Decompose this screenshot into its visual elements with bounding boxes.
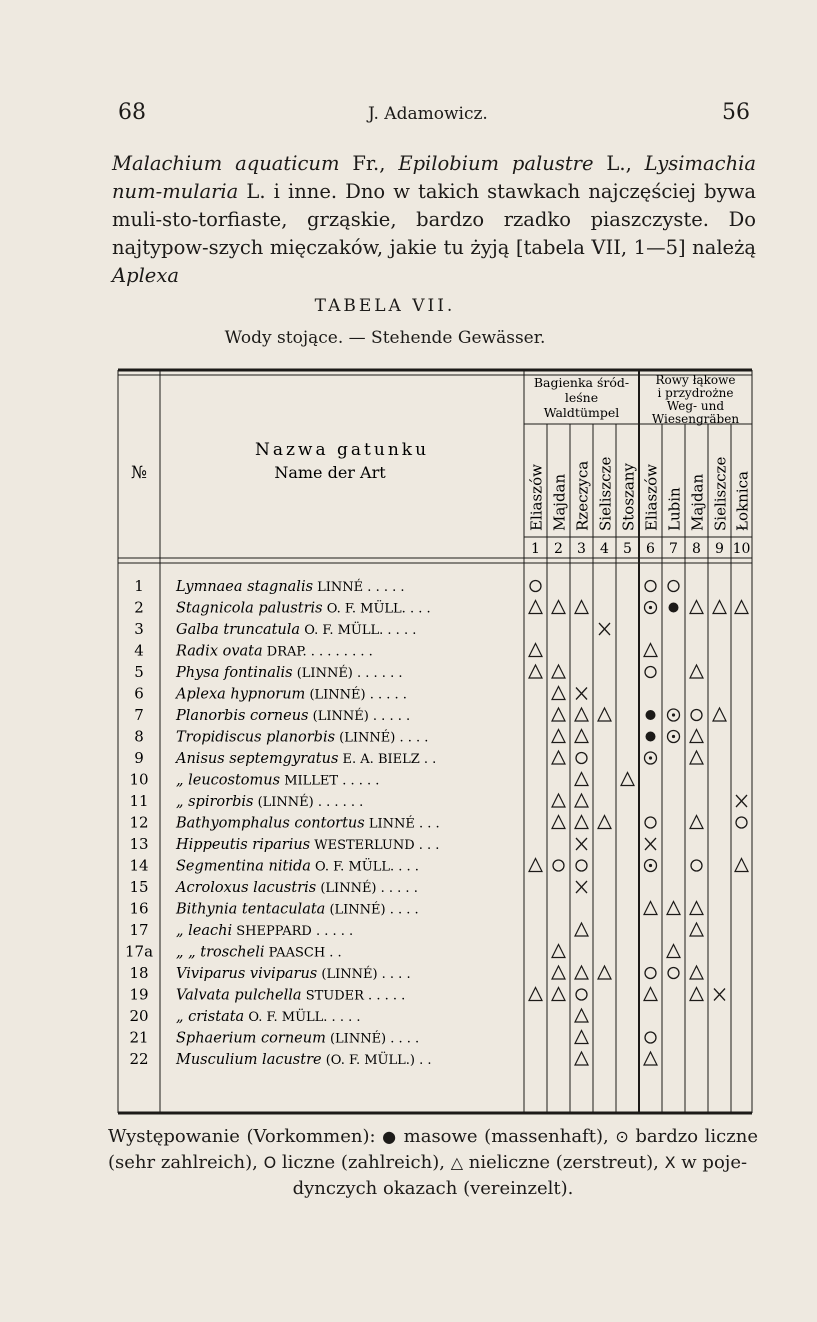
- site-number: 9: [715, 541, 724, 557]
- row-number: 10: [129, 770, 149, 789]
- few-mark: [690, 902, 703, 915]
- site-name: Sieliszcze: [596, 456, 615, 531]
- species-name: [175, 579, 405, 595]
- single-mark: [576, 881, 587, 893]
- species-name: [175, 837, 439, 853]
- few-mark: [644, 644, 657, 657]
- name-header-de: Name der Art: [274, 463, 386, 482]
- species-author: (LINNÉ) . . . .: [317, 967, 411, 982]
- few-mark: [552, 708, 565, 721]
- site-name: Rzeczyca: [573, 460, 592, 531]
- row-number: 5: [134, 663, 144, 681]
- species-name: [175, 644, 373, 660]
- single-symbol: X: [664, 1153, 676, 1172]
- table-subtitle: Wody stojące. — Stehende Gewässer.: [224, 328, 546, 348]
- species-latin-name: Sphaerium corneum: [176, 1030, 326, 1047]
- few-mark: [575, 816, 588, 829]
- few-mark: [644, 902, 657, 915]
- species-latin-name: „ leucostomus: [176, 772, 281, 789]
- few-mark: [644, 988, 657, 1001]
- few-mark: [575, 730, 588, 743]
- species-latin-name: Tropidiscus planorbis: [176, 729, 336, 746]
- numerous-mark: [691, 710, 702, 721]
- few-mark: [644, 1052, 657, 1065]
- mass-mark: [646, 732, 656, 742]
- species-latin-name: Lymnaea stagnalis: [176, 579, 314, 595]
- species-author: (LINNÉ) . . . .: [335, 730, 429, 746]
- row-number: 14: [129, 856, 149, 875]
- legend-intro: Występowanie (Vorkommen):: [108, 1126, 376, 1147]
- species-latin-name: Radix ovata: [176, 643, 263, 660]
- species-author: O. F. MÜLL. . . . .: [300, 623, 417, 638]
- species-latin-name: „ leachi: [176, 923, 233, 939]
- numerous-mark: [691, 860, 702, 871]
- few-mark: [667, 902, 680, 915]
- row-number: 9: [134, 749, 144, 767]
- species-latin-name: Galba truncatula: [176, 622, 301, 638]
- species-latin-name: Segmentina nitida: [176, 858, 311, 875]
- numerous-mark: [576, 860, 587, 871]
- species-author: PAASCH . .: [264, 945, 342, 961]
- row-number: 11: [129, 792, 149, 810]
- numerous-mark: [668, 968, 679, 979]
- numerous-mark: [668, 581, 679, 592]
- few-mark: [552, 730, 565, 743]
- species-latin-name: Physa fontinalis: [176, 665, 293, 681]
- row-number: 18: [129, 964, 149, 982]
- species-name: [176, 621, 416, 638]
- row-number: 8: [134, 727, 144, 746]
- site-name: Łoknica: [733, 471, 752, 531]
- few-mark: [713, 708, 726, 721]
- very-numerous-mark-dot: [672, 735, 675, 738]
- single-mark: [645, 838, 656, 850]
- few-mark: [552, 751, 565, 764]
- species-author: LINNÉ . . .: [364, 816, 440, 832]
- species-author: MILLET . . . . .: [280, 773, 380, 789]
- few-mark: [598, 708, 611, 721]
- group2-label: Rowy łąkowe: [655, 373, 736, 387]
- few-mark: [575, 708, 588, 721]
- group1-label: Waldtümpel: [543, 405, 620, 420]
- species-name: [176, 923, 353, 939]
- running-author: J. Adamowicz.: [368, 104, 488, 124]
- few-mark: [713, 601, 726, 614]
- very-numerous-mark-dot: [672, 713, 675, 716]
- page-number-left: 68: [118, 100, 146, 125]
- few-mark: [575, 966, 588, 979]
- species-latin-name: Stagnicola palustris: [176, 600, 323, 617]
- intro-segment: Fr.,: [339, 152, 399, 175]
- species-name: [174, 880, 418, 896]
- legend-few: nieliczne (zerstreut),: [468, 1152, 659, 1173]
- few-mark: [690, 601, 703, 614]
- row-number: 2: [134, 598, 144, 617]
- site-number: 3: [577, 541, 586, 557]
- species-latin-name: Hippeutis riparius: [176, 837, 311, 853]
- site-name: Stoszany: [619, 462, 638, 531]
- row-number: 1: [134, 577, 144, 595]
- few-mark: [690, 665, 703, 678]
- species-author: O. F. MÜLL. . . .: [310, 859, 419, 875]
- few-mark: [552, 601, 565, 614]
- row-number: 7: [134, 706, 144, 724]
- row-number: 19: [129, 985, 149, 1004]
- few-mark: [575, 923, 588, 936]
- intro-segment: L. i inne. Dno w takich stawkach najczęściej bywa muli-sto-torfiaste, grząskie, bardzo rzadko piaszczyste. Do najtypow-szych mięczaków, jakie tu żyją [tabela VII, 1—5] należą: [112, 180, 756, 259]
- legend: [108, 1124, 758, 1202]
- few-mark: [575, 773, 588, 786]
- intro-segment: Epilobium palustre: [398, 152, 594, 175]
- numerous-mark: [645, 968, 656, 979]
- species-author: O. F. MÜLL. . . . .: [244, 1010, 361, 1025]
- site-name: Sieliszcze: [711, 456, 730, 531]
- species-author: STUDER . . . . .: [301, 988, 406, 1004]
- species-name: [176, 966, 411, 982]
- species-name: [176, 858, 419, 875]
- few-mark: [529, 859, 542, 872]
- numerous-mark: [645, 817, 656, 828]
- site-number: 1: [531, 541, 540, 557]
- species-name: [174, 751, 436, 767]
- group1-label: leśne: [564, 390, 599, 405]
- page-number-right: 56: [722, 100, 750, 125]
- species-name: [175, 665, 402, 681]
- species-latin-name: Bithynia tentaculata: [176, 901, 326, 918]
- few-mark: [552, 945, 565, 958]
- few-mark: [529, 644, 542, 657]
- few-mark: [529, 665, 542, 678]
- row-number: 21: [129, 1028, 149, 1047]
- species-name: [175, 1051, 431, 1068]
- single-mark: [714, 989, 725, 1001]
- species-name: [175, 816, 440, 832]
- mass-mark: [669, 603, 679, 613]
- mass-mark: [646, 710, 656, 720]
- few-mark: [552, 988, 565, 1001]
- few-mark: [552, 966, 565, 979]
- very-numerous-mark-dot: [649, 756, 652, 759]
- species-author: (O. F. MÜLL.) . .: [321, 1053, 432, 1068]
- site-number: 10: [732, 541, 751, 557]
- numerous-mark: [736, 817, 747, 828]
- numerous-mark: [576, 989, 587, 1000]
- species-name: [176, 600, 431, 617]
- numerous-mark: [553, 860, 564, 871]
- very-numerous-mark-dot: [649, 606, 652, 609]
- group2-label: Weg- und: [666, 399, 725, 413]
- few-mark: [575, 601, 588, 614]
- species-latin-name: Bathyomphalus contortus: [176, 815, 365, 832]
- site-number: 7: [669, 541, 678, 557]
- intro-segment: L.,: [593, 152, 645, 175]
- row-number: 22: [129, 1050, 149, 1068]
- site-name: Majdan: [688, 473, 707, 531]
- few-mark: [552, 816, 565, 829]
- species-latin-name: Aplexa hypnorum: [176, 686, 306, 703]
- species-latin-name: Musculium lacustre: [176, 1052, 322, 1068]
- site-name: Eliaszów: [527, 464, 546, 531]
- few-mark: [667, 945, 680, 958]
- group1-label: Bagienka śród-: [533, 375, 630, 390]
- few-symbol: △: [450, 1153, 464, 1172]
- species-name: [176, 1008, 360, 1025]
- few-mark: [735, 601, 748, 614]
- few-mark: [575, 1009, 588, 1022]
- legend-very-de: (sehr zahlreich),: [108, 1152, 258, 1173]
- species-author: DRAP. . . . . . . . .: [262, 644, 373, 660]
- single-mark: [576, 838, 587, 850]
- few-mark: [598, 816, 611, 829]
- site-name: Lubin: [665, 487, 684, 531]
- species-name: [176, 794, 363, 810]
- species-author: (LINNÉ) . . . . . .: [253, 795, 364, 810]
- row-number: 20: [129, 1007, 149, 1025]
- species-author: WESTERLUND . . .: [310, 838, 440, 853]
- row-number: 12: [129, 813, 149, 832]
- few-mark: [552, 687, 565, 700]
- single-mark: [599, 623, 610, 635]
- species-author: O. F. MÜLL. . . .: [322, 601, 431, 617]
- site-number: 4: [600, 541, 609, 557]
- species-latin-name: Viviparus viviparus: [176, 966, 318, 982]
- few-mark: [529, 601, 542, 614]
- few-mark: [690, 730, 703, 743]
- species-author: (LINNÉ) . . . . . .: [292, 666, 403, 681]
- species-latin-name: „ spirorbis: [176, 794, 254, 810]
- group2-label: i przydrożne: [657, 386, 734, 400]
- few-mark: [575, 1031, 588, 1044]
- species-name: [176, 730, 428, 746]
- species-name: [176, 988, 405, 1004]
- site-number: 2: [554, 541, 563, 557]
- species-latin-name: „ cristata: [176, 1009, 245, 1025]
- very-numerous-symbol: ⊙: [615, 1127, 629, 1146]
- site-number: 6: [646, 541, 655, 557]
- species-author: SHEPPARD . . . . .: [232, 924, 354, 939]
- few-mark: [598, 966, 611, 979]
- species-author: LINNÉ . . . . .: [313, 580, 405, 595]
- numerous-mark: [576, 753, 587, 764]
- legend-end: dynczych okazach (vereinzelt).: [292, 1178, 574, 1199]
- species-author: (LINNÉ) . . . . .: [316, 881, 418, 896]
- few-mark: [575, 794, 588, 807]
- legend-single: w poje-: [681, 1152, 748, 1173]
- species-author: (LINNÉ) . . . . .: [308, 709, 411, 724]
- numerous-mark: [530, 581, 541, 592]
- site-number: 8: [692, 541, 701, 557]
- species-latin-name: Planorbis corneus: [176, 708, 309, 724]
- mass-symbol: ●: [382, 1127, 398, 1146]
- single-mark: [736, 795, 747, 807]
- legend-numerous: liczne (zahlreich),: [281, 1152, 445, 1173]
- species-latin-name: Valvata pulchella: [176, 987, 302, 1004]
- site-name: Majdan: [550, 473, 569, 531]
- row-number: 17: [129, 921, 149, 939]
- row-number: 4: [134, 641, 144, 660]
- few-mark: [690, 816, 703, 829]
- numerous-mark: [645, 667, 656, 678]
- species-name: [176, 945, 342, 961]
- few-mark: [552, 665, 565, 678]
- few-mark: [575, 1052, 588, 1065]
- species-latin-name: Acroloxus lacustris: [176, 880, 317, 896]
- few-mark: [735, 859, 748, 872]
- few-mark: [690, 966, 703, 979]
- numerous-mark: [645, 581, 656, 592]
- species-name: [176, 773, 379, 789]
- row-number: 15: [129, 878, 149, 896]
- legend-mass: masowe (massenhaft),: [403, 1126, 609, 1147]
- site-number: 5: [623, 541, 632, 557]
- group2-label: Wiesengräben: [651, 412, 740, 426]
- species-name: [175, 708, 410, 724]
- species-author: E. A. BIELZ . .: [338, 752, 437, 767]
- legend-very: bardzo liczne: [635, 1126, 758, 1147]
- row-number: 17a: [124, 942, 154, 961]
- no-header: №: [130, 463, 148, 483]
- species-name: [175, 902, 419, 918]
- intro-segment: Malachium aquaticum: [112, 152, 340, 175]
- very-numerous-mark-dot: [649, 864, 652, 867]
- few-mark: [529, 988, 542, 1001]
- row-number: 6: [134, 684, 144, 703]
- row-number: 3: [134, 620, 144, 638]
- species-name: [176, 1031, 419, 1047]
- numerous-mark: [645, 1032, 656, 1043]
- species-author: (LINNÉ) . . . .: [325, 1031, 420, 1047]
- species-latin-name: „ „ troscheli: [176, 944, 265, 961]
- single-mark: [576, 688, 587, 700]
- few-mark: [552, 794, 565, 807]
- few-mark: [690, 988, 703, 1001]
- few-mark: [690, 923, 703, 936]
- few-mark: [621, 773, 634, 786]
- row-number: 13: [129, 835, 149, 853]
- few-mark: [690, 751, 703, 764]
- intro-segment: Aplexa: [112, 264, 179, 287]
- species-author: (LINNÉ) . . . .: [325, 902, 419, 918]
- species-name: [174, 687, 407, 703]
- name-header-pl: Nazwa gatunku: [254, 440, 430, 460]
- species-latin-name: Anisus septemgyratus: [176, 751, 339, 767]
- table-title: TABELA VII.: [314, 296, 456, 316]
- intro-segment: Lysimachia num-mularia: [112, 152, 756, 203]
- row-number: 16: [129, 899, 149, 918]
- numerous-symbol: O: [263, 1153, 277, 1172]
- species-author: (LINNÉ) . . . . .: [305, 687, 407, 703]
- site-name: Eliaszów: [642, 464, 661, 531]
